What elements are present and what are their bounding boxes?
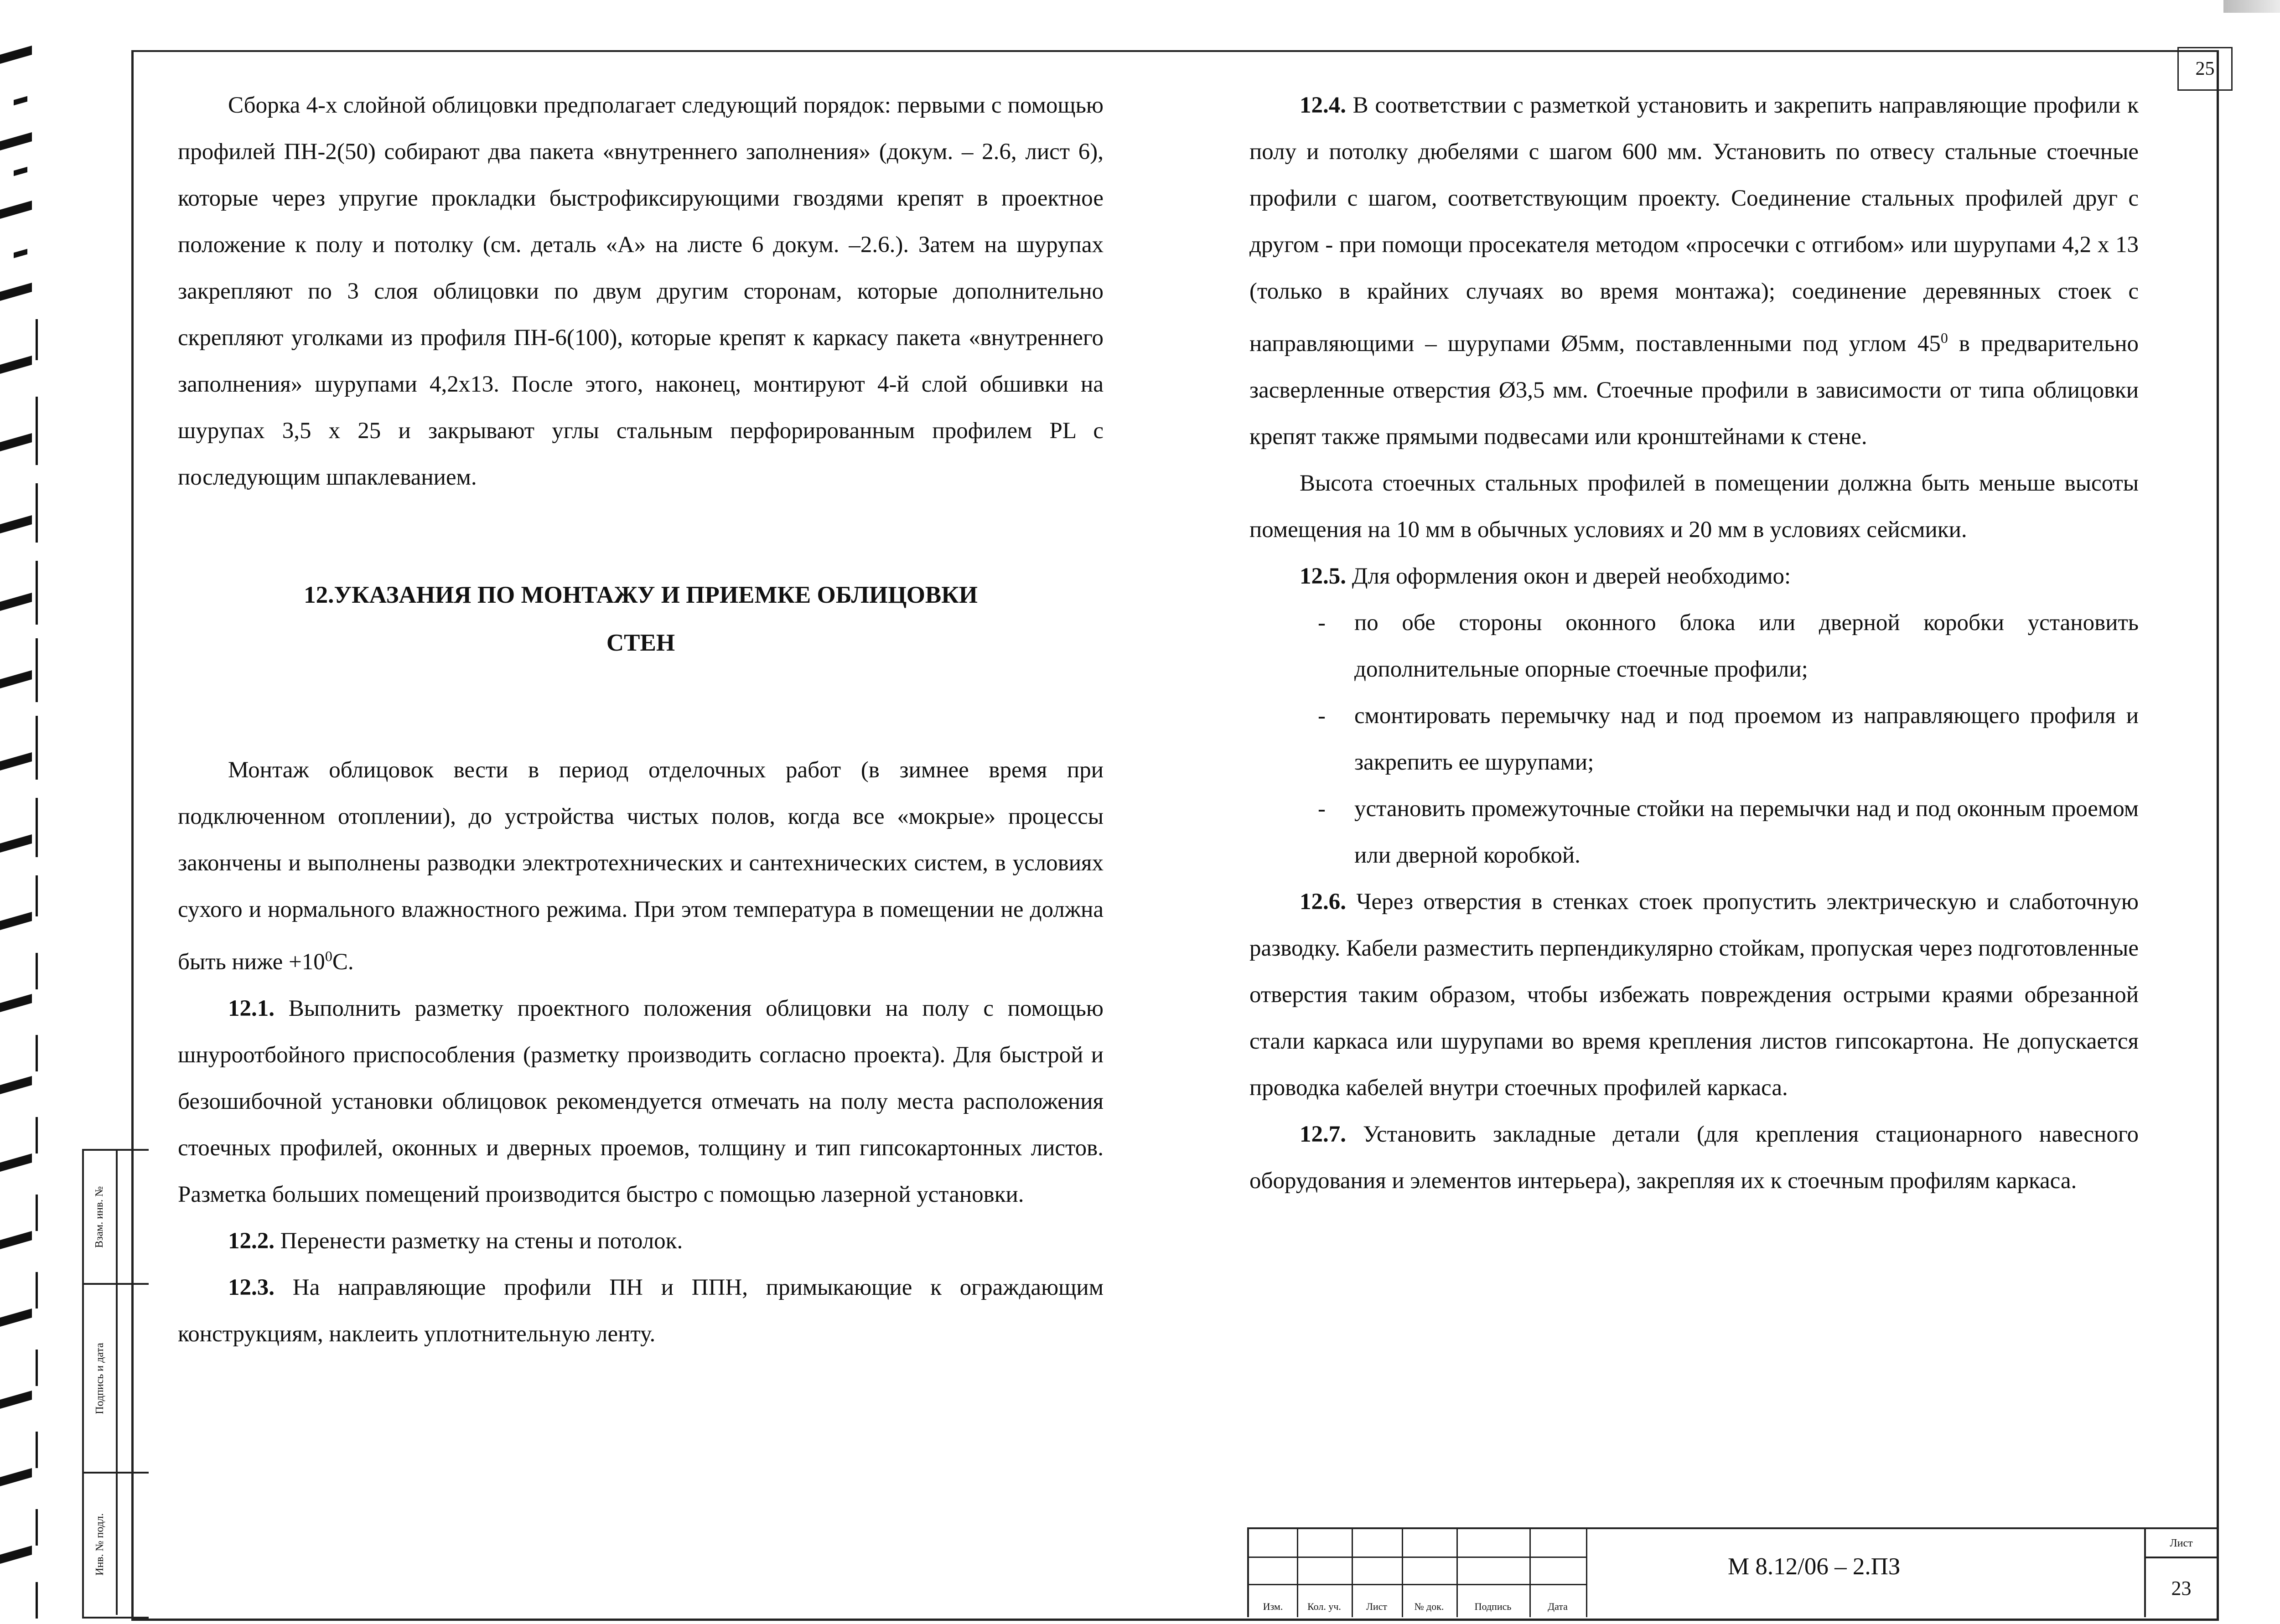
edge-mark	[36, 638, 38, 702]
paragraph-text-continued: в предварительно засверленные отверстия Ø3,5 мм. Стоечные профили в зависимости от типа облицовки крепят также прямыми подвесами или кронштейнами к стене.	[1249, 331, 2139, 450]
side-stamp-row	[84, 1151, 149, 1285]
edge-mark	[36, 561, 38, 625]
revision-grid	[1249, 1529, 1587, 1617]
edge-mark	[36, 953, 38, 989]
paragraph-12-6	[1249, 879, 2139, 1111]
paragraph-number: 12.3.	[228, 1275, 275, 1300]
degree-mark: 0	[1940, 330, 1948, 346]
window-door-list	[1249, 600, 2139, 879]
paragraph-12-2	[178, 1218, 1104, 1264]
edge-mark	[36, 483, 38, 543]
paragraph-12-5	[1249, 553, 2139, 600]
paragraph-number: 12.2.	[228, 1228, 275, 1254]
edge-mark	[0, 834, 32, 853]
edge-mark	[0, 356, 32, 374]
side-stamp-label-cell	[84, 1474, 118, 1615]
edge-mark	[0, 433, 32, 451]
sheet-label: Лист	[2170, 1537, 2193, 1549]
edge-mark	[0, 752, 32, 771]
paragraph-text: Установить закладные детали (для крепления стационарного навесного оборудования и элементов интерьера), закрепляя их к стоечным профилям каркаса.	[1249, 1122, 2139, 1194]
edge-mark	[0, 1231, 32, 1249]
right-column	[1249, 82, 2139, 1204]
edge-mark	[0, 283, 32, 301]
edge-mark	[14, 249, 27, 259]
edge-mark	[36, 716, 38, 780]
list-item: - смонтировать перемычку над и под проемом из направляющего профиля и закрепить ее шурупами;	[1249, 693, 2139, 786]
paragraph-12-3	[178, 1264, 1104, 1357]
grid-col-label: Подпись	[1474, 1601, 1512, 1612]
edge-mark	[0, 1546, 32, 1564]
edge-mark	[0, 670, 32, 688]
edge-mark	[36, 1350, 38, 1386]
scan-artifact	[2223, 0, 2280, 13]
edge-mark	[0, 201, 32, 219]
degree-mark: 0	[325, 948, 332, 964]
edge-mark	[0, 593, 32, 611]
side-stamp-label: Подпись и дата	[93, 1342, 106, 1414]
edge-mark	[14, 96, 27, 106]
paragraph-text: В соответствии с разметкой установить и закрепить направляющие профили к полу и потолку дюбелями с шагом 600 мм. Установить по отвесу стальные стоечные профили с шагом, соответствующим проекту. Соединение стальных профилей друг с другом - при помощи просекателя методом «просечки с отгибом» или шурупами 4,2 х 13 (только в крайних случаях во время монтажа); соединение деревянных стоек с направляющими – шурупами Ø5мм, поставленными под углом 45	[1249, 93, 2139, 357]
edge-mark	[14, 167, 27, 176]
edge-mark	[36, 1432, 38, 1468]
grid-col-label: Кол. уч.	[1307, 1601, 1341, 1612]
paragraph-12-1	[178, 985, 1104, 1218]
edge-mark	[36, 1272, 38, 1309]
edge-mark	[0, 1309, 32, 1327]
paragraph-text: Выполнить разметку проектного положения облицовки на полу с помощью шнуроотбойного приспособления (разметку производить согласно проекта). Для быстрой и безошибочной установки облицовок рекомендуется отмечать на полу места расположения стоечных профилей, оконных и дверных проемов, толщину и тип гипсокартонных листов. Разметка больших помещений производится быстро с помощью лазерной установки.	[178, 996, 1104, 1207]
edge-mark	[36, 1509, 38, 1546]
list-item: - установить промежуточные стойки на перемычки над и под оконным проемом или дверной коробкой.	[1249, 786, 2139, 879]
title-block	[1247, 1527, 2217, 1617]
side-stamp	[82, 1149, 149, 1619]
edge-mark	[0, 1468, 32, 1486]
list-item: - по обе стороны оконного блока или дверной коробки установить дополнительные опорные стоечные профили;	[1249, 600, 2139, 693]
edge-mark	[36, 319, 38, 360]
paragraph-12-7	[1249, 1111, 2139, 1204]
paragraph-12-4	[1249, 82, 2139, 460]
edge-mark	[36, 875, 38, 916]
section-title-line-1: 12.УКАЗАНИЯ ПО МОНТАЖУ И ПРИЕМКЕ ОБЛИЦОВКИ	[304, 582, 978, 608]
edge-mark	[0, 1391, 32, 1409]
sheet-number: 23	[2171, 1577, 2192, 1599]
side-stamp-label-cell	[84, 1151, 118, 1283]
edge-mark	[36, 1582, 38, 1619]
side-stamp-label: Инв. № подл.	[93, 1513, 106, 1576]
page-corner-number: 25	[2177, 47, 2233, 91]
intro-paragraph: Сборка 4-х слойной облицовки предполагает следующий порядок: первыми с помощью профилей ПН-2(50) собирают два пакета «внутреннего заполнения» (докум. – 2.6, лист 6), которые через упругие прокладки быстрофиксирующими гвоздями крепят в проектное положение к полу и потолку (см. деталь «А» на листе 6 докум. –2.6.). Затем на шурупах закрепляют по 3 слоя облицовки по двум другим сторонам, которые дополнительно скрепляют уголками из профиля ПН-6(100), которые крепят к каркасу пакета «внутреннего заполнения» шурупами 4,2х13. После этого, наконец, монтируют 4-й слой обшивки на шурупах 3,5 х 25 и закрывают углы стальным перфорированным профилем PL с последующим шпаклеванием.	[178, 93, 1104, 490]
paragraph-text: Перенести разметку на стены и потолок.	[280, 1228, 683, 1254]
side-stamp-row	[84, 1474, 149, 1615]
left-column	[178, 82, 1104, 1357]
grid-col-label: № док.	[1414, 1601, 1444, 1612]
paragraph-number: 12.5.	[1300, 564, 1346, 589]
edge-mark	[0, 1076, 32, 1094]
section-title-line-2: СТЕН	[606, 630, 675, 656]
edge-mark	[0, 994, 32, 1012]
paragraph-number: 12.1.	[228, 996, 275, 1021]
paragraph-text: Для оформления окон и дверей необходимо:	[1352, 564, 1791, 589]
paragraph-text: Через отверстия в стенках стоек пропустить электрическую и слаботочную разводку. Кабели разместить перпендикулярно стойкам, пропуская через подготовленные отверстия таким образом, чтобы избежать повреждения острыми краями обрезанной стали каркаса или шурупами во время крепления листов гипсокартона. Не допускается проводка кабелей внутри стоечных профилей каркаса.	[1249, 889, 2139, 1101]
edge-mark	[0, 46, 32, 64]
grid-col-label: Изм.	[1263, 1601, 1283, 1612]
edge-mark	[0, 1153, 32, 1172]
side-stamp-row	[84, 1285, 149, 1474]
paragraph-number: 12.7.	[1300, 1122, 1346, 1147]
side-stamp-label: Взам. инв. №	[93, 1186, 106, 1248]
section-title	[178, 571, 1104, 667]
edge-mark	[0, 515, 32, 533]
edge-mark	[36, 798, 38, 857]
side-stamp-label-cell	[84, 1285, 118, 1472]
sheet-cell	[2144, 1529, 2217, 1617]
paragraph-number: 12.6.	[1300, 889, 1346, 915]
grid-col-label: Лист	[1366, 1601, 1388, 1612]
grid-col-label: Дата	[1548, 1601, 1568, 1612]
document-code: М 8.12/06 – 2.ПЗ	[1728, 1553, 1901, 1580]
edge-mark	[36, 1035, 38, 1071]
temperature-unit: С.	[332, 949, 354, 975]
edge-mark	[36, 1117, 38, 1153]
sheet-divider	[2146, 1557, 2217, 1558]
paragraph-text: На направляющие профили ПН и ППН, примыкающие к ограждающим конструкциям, наклеить уплотнительную ленту.	[178, 1275, 1104, 1347]
height-paragraph: Высота стоечных стальных профилей в помещении должна быть меньше высоты помещения на 10 мм в обычных условиях и 20 мм в условиях сейсмики.	[1249, 471, 2139, 543]
edge-mark	[0, 132, 32, 150]
mounting-text: Монтаж облицовок вести в период отделочных работ (в зимнее время при подключенном отоплении), до устройства чистых полов, когда все «мокрые» процессы закончены и выполнены разводки электротехнических и сантехнических систем, в условиях сухого и нормального влажностного режима. При этом температура в помещении не должна быть ниже +10	[178, 757, 1104, 975]
edge-mark	[0, 912, 32, 930]
edge-mark	[36, 397, 38, 465]
paragraph-number: 12.4.	[1300, 93, 1346, 118]
edge-mark	[36, 1195, 38, 1231]
mounting-paragraph	[178, 747, 1104, 985]
